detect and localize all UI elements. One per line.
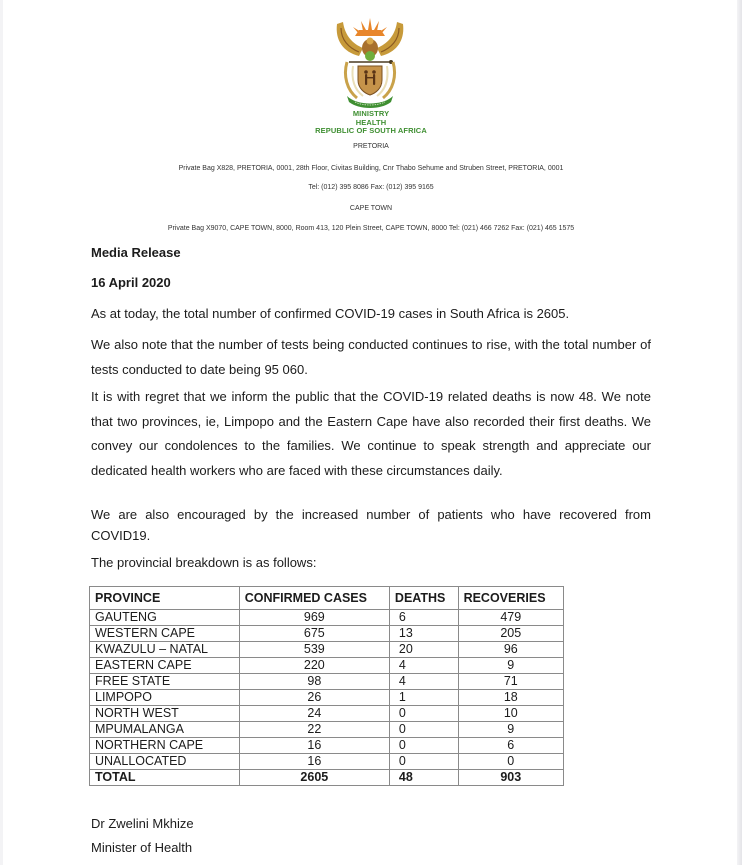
cape-town-label: CAPE TOWN	[349, 205, 393, 212]
paragraph-cases: As at today, the total number of confirmed COVID-19 cases in South Africa is 2605.	[91, 306, 570, 321]
table-row	[90, 690, 564, 706]
signatory-name: Dr Zwelini Mkhize	[91, 816, 194, 831]
recoveries-cell: 479	[458, 610, 563, 626]
cape-town-address: Private Bag X9070, CAPE TOWN, 8000, Room 413, 120 Plein Street, CAPE TOWN, 8000 Tel: (021) 466 7262 Fax: (021) 465 1575	[167, 225, 575, 232]
header-province: PROVINCE	[90, 587, 240, 610]
recoveries-cell: 9	[458, 722, 563, 738]
provincial-breakdown-table	[89, 586, 564, 786]
cases-cell: 26	[239, 690, 389, 706]
table-row	[90, 642, 564, 658]
recoveries-cell: 0	[458, 754, 563, 770]
ministry-label: MINISTRY	[352, 109, 390, 118]
deaths-cell: 0	[389, 706, 458, 722]
province-cell: KWAZULU – NATAL	[90, 642, 240, 658]
cases-cell: 98	[239, 674, 389, 690]
signature-block	[91, 812, 194, 860]
table-row	[90, 722, 564, 738]
country-label: REPUBLIC OF SOUTH AFRICA	[315, 126, 427, 135]
deaths-cell: 0	[389, 754, 458, 770]
deaths-cell: 1	[389, 690, 458, 706]
province-cell: NORTH WEST	[90, 706, 240, 722]
recoveries-cell: 96	[458, 642, 563, 658]
deaths-cell: 4	[389, 658, 458, 674]
recoveries-cell: 10	[458, 706, 563, 722]
deaths-cell: 4	[389, 674, 458, 690]
total-recoveries-cell: 903	[458, 770, 563, 786]
province-cell: UNALLOCATED	[90, 754, 240, 770]
province-cell: WESTERN CAPE	[90, 626, 240, 642]
paragraph-deaths: It is with regret that we inform the public that the COVID-19 related deaths is now 48. We note that two provinces, ie, Limpopo and the Eastern Cape have also recorded their first deaths. We convey our condolences to the families. We continue to speak strength and appreciate our dedicated health workers who are faced with these circumstances daily.	[91, 389, 651, 478]
cases-cell: 16	[239, 738, 389, 754]
pretoria-label: PRETORIA	[353, 143, 389, 150]
header-deaths: DEATHS	[389, 587, 458, 610]
total-label-cell: TOTAL	[90, 770, 240, 786]
province-cell: MPUMALANGA	[90, 722, 240, 738]
deaths-cell: 0	[389, 722, 458, 738]
department-label: HEALTH	[355, 117, 387, 127]
table-row	[90, 706, 564, 722]
table-row	[90, 658, 564, 674]
cases-cell: 16	[239, 754, 389, 770]
province-cell: LIMPOPO	[90, 690, 240, 706]
table-row	[90, 626, 564, 642]
province-cell: NORTHERN CAPE	[90, 738, 240, 754]
table-row	[90, 754, 564, 770]
release-type: Media Release	[91, 245, 181, 260]
pretoria-address: Private Bag X828, PRETORIA, 0001, 28th Floor, Civitas Building, Cnr Thabo Sehume and Struben Street, PRETORIA, 0001	[178, 165, 564, 172]
paragraph-breakdown-intro: The provincial breakdown is as follows:	[91, 555, 317, 570]
deaths-cell: 20	[389, 642, 458, 658]
recoveries-cell: 18	[458, 690, 563, 706]
province-cell: EASTERN CAPE	[90, 658, 240, 674]
ministry-heading	[0, 110, 742, 136]
table-row	[90, 674, 564, 690]
province-cell: FREE STATE	[90, 674, 240, 690]
deaths-cell: 13	[389, 626, 458, 642]
recoveries-cell: 6	[458, 738, 563, 754]
table-row	[90, 610, 564, 626]
table-header-row	[90, 587, 564, 610]
province-cell: GAUTENG	[90, 610, 240, 626]
cases-cell: 22	[239, 722, 389, 738]
deaths-cell: 6	[389, 610, 458, 626]
table-total-row	[90, 770, 564, 786]
cases-cell: 675	[239, 626, 389, 642]
pretoria-contact: Tel: (012) 395 8086 Fax: (012) 395 9165	[308, 184, 434, 191]
signatory-title: Minister of Health	[91, 840, 193, 855]
cases-cell: 220	[239, 658, 389, 674]
cases-cell: 969	[239, 610, 389, 626]
deaths-cell: 0	[389, 738, 458, 754]
total-deaths-cell: 48	[389, 770, 458, 786]
release-date: 16 April 2020	[91, 275, 171, 290]
recoveries-cell: 205	[458, 626, 563, 642]
coat-of-arms-icon	[333, 14, 407, 110]
recoveries-cell: 9	[458, 658, 563, 674]
header-confirmed-cases: CONFIRMED CASES	[239, 587, 389, 610]
cases-cell: 24	[239, 706, 389, 722]
table-row	[90, 738, 564, 754]
recoveries-cell: 71	[458, 674, 563, 690]
paragraph-recoveries: We are also encouraged by the increased number of patients who have recovered from COVID19.	[91, 507, 651, 543]
total-cases-cell: 2605	[239, 770, 389, 786]
paragraph-tests: We also note that the number of tests being conducted continues to rise, with the total number of tests conducted to date being 95 060.	[91, 337, 651, 377]
header-recoveries: RECOVERIES	[458, 587, 563, 610]
cases-cell: 539	[239, 642, 389, 658]
